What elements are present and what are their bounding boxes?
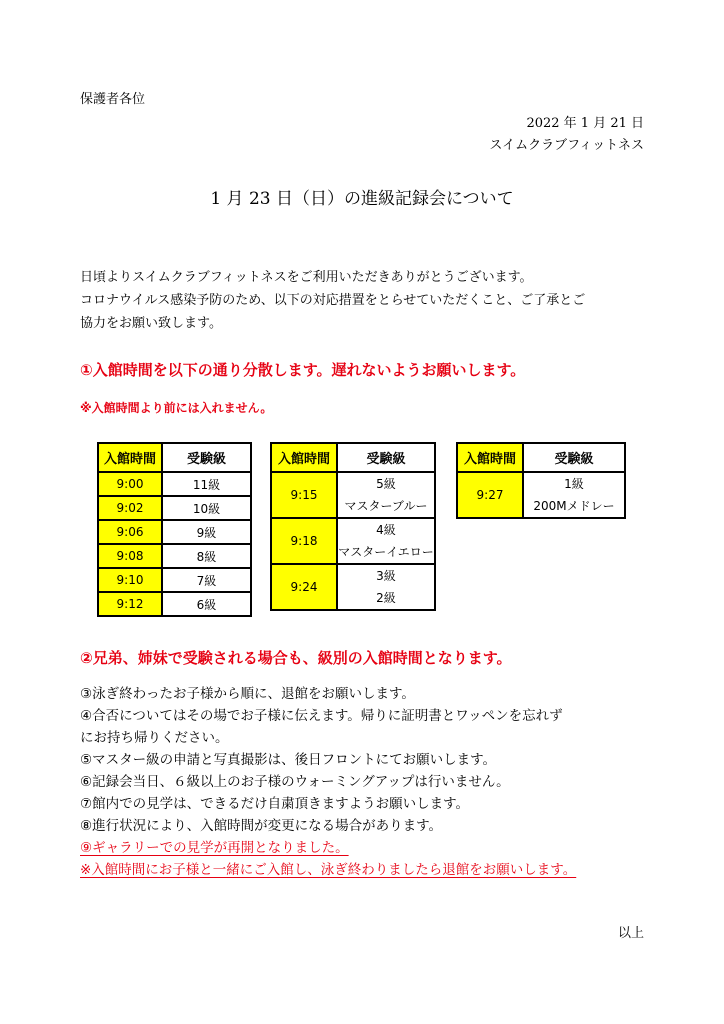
entry-time: 9:00 <box>98 472 162 496</box>
instruction-4: ④合否についてはその場でお子様に伝えます。帰りに証明書とワッペンを忘れず <box>80 708 563 724</box>
grade-cell <box>337 518 435 564</box>
instruction-7: ⑦館内での見学は、できるだけ自粛頂きますようお願いします。 <box>80 796 470 812</box>
table-row <box>98 544 251 568</box>
grade: 5級 <box>376 477 396 491</box>
entry-time: 9:08 <box>98 544 162 568</box>
notice-no-early-entry: ※入館時間より前には入れません。 <box>80 401 273 415</box>
grade: 200Mメドレー <box>533 499 615 513</box>
grade: 7級 <box>162 568 251 592</box>
schedule-table-2 <box>270 442 436 611</box>
grade: 8級 <box>162 544 251 568</box>
table-row <box>98 568 251 592</box>
entry-time: 9:15 <box>271 472 337 518</box>
instruction-6: ⑥記録会当日、６級以上のお子様のウォーミングアップは行いません。 <box>80 774 510 790</box>
instruction-3: ③泳ぎ終わったお子様から順に、退館をお願いします。 <box>80 686 415 702</box>
notice-entry-times: ①入館時間を以下の通り分散します。遅れないようお願いします。 <box>80 361 526 379</box>
grade: 3級 <box>376 569 396 583</box>
table-row <box>98 472 251 496</box>
table-row <box>98 592 251 616</box>
header-grade: 受験級 <box>162 443 251 472</box>
entry-time: 9:24 <box>271 564 337 610</box>
intro-line-2: コロナウイルス感染予防のため、以下の対応措置をとらせていただくこと、ご了承とご <box>80 293 586 308</box>
instruction-4-cont: にお持ち帰りください。 <box>80 730 229 746</box>
header-entry-time: 入館時間 <box>98 443 162 472</box>
table-row <box>457 472 625 518</box>
table-row <box>271 518 435 564</box>
grade: 6級 <box>162 592 251 616</box>
table-row <box>98 496 251 520</box>
intro-line-3: 協力をお願い致します。 <box>80 316 222 331</box>
entry-time: 9:12 <box>98 592 162 616</box>
entry-time: 9:02 <box>98 496 162 520</box>
grade: 9級 <box>162 520 251 544</box>
table-row <box>271 564 435 610</box>
grade: マスターイエロー <box>338 545 434 559</box>
gallery-entry-note: ※入館時間にお子様と一緒にご入館し、泳ぎ終わりましたら退館をお願いします。 <box>80 862 577 878</box>
header-grade: 受験級 <box>337 443 435 472</box>
entry-time: 9:18 <box>271 518 337 564</box>
sender-name: スイムクラブフィットネス <box>489 138 644 153</box>
notice-siblings: ②兄弟、姉妹で受験される場合も、級別の入館時間となります。 <box>80 649 512 667</box>
table-row <box>98 520 251 544</box>
instruction-5: ⑤マスター級の申請と写真撮影は、後日フロントにてお願いします。 <box>80 752 497 768</box>
header-grade: 受験級 <box>523 443 625 472</box>
addressee: 保護者各位 <box>80 92 146 107</box>
grade: マスターブルー <box>344 499 428 513</box>
grade: 4級 <box>376 523 396 537</box>
grade-cell <box>523 472 625 518</box>
document-title: 1 月 23 日（日）の進級記録会について <box>210 189 514 209</box>
header-entry-time: 入館時間 <box>271 443 337 472</box>
grade: 10級 <box>162 496 251 520</box>
entry-time: 9:10 <box>98 568 162 592</box>
schedule-table-1 <box>97 442 252 617</box>
grade: 2級 <box>376 591 396 605</box>
instruction-9-gallery: ⑨ギャラリーでの見学が再開となりました。 <box>80 840 349 856</box>
grade: 1級 <box>564 477 584 491</box>
entry-time: 9:06 <box>98 520 162 544</box>
schedule-table-3 <box>456 442 626 519</box>
closing-remark: 以上 <box>617 926 644 941</box>
header-entry-time: 入館時間 <box>457 443 523 472</box>
table-row <box>271 472 435 518</box>
intro-line-1: 日頃よりスイムクラブフィットネスをご利用いただきありがとうございます。 <box>80 270 533 285</box>
entry-time: 9:27 <box>457 472 523 518</box>
instruction-8: ⑧進行状況により、入館時間が変更になる場合があります。 <box>80 818 443 834</box>
grade-cell <box>337 564 435 610</box>
grade-cell <box>337 472 435 518</box>
grade: 11級 <box>162 472 251 496</box>
document-date: 2022 年 1 月 21 日 <box>526 116 644 131</box>
